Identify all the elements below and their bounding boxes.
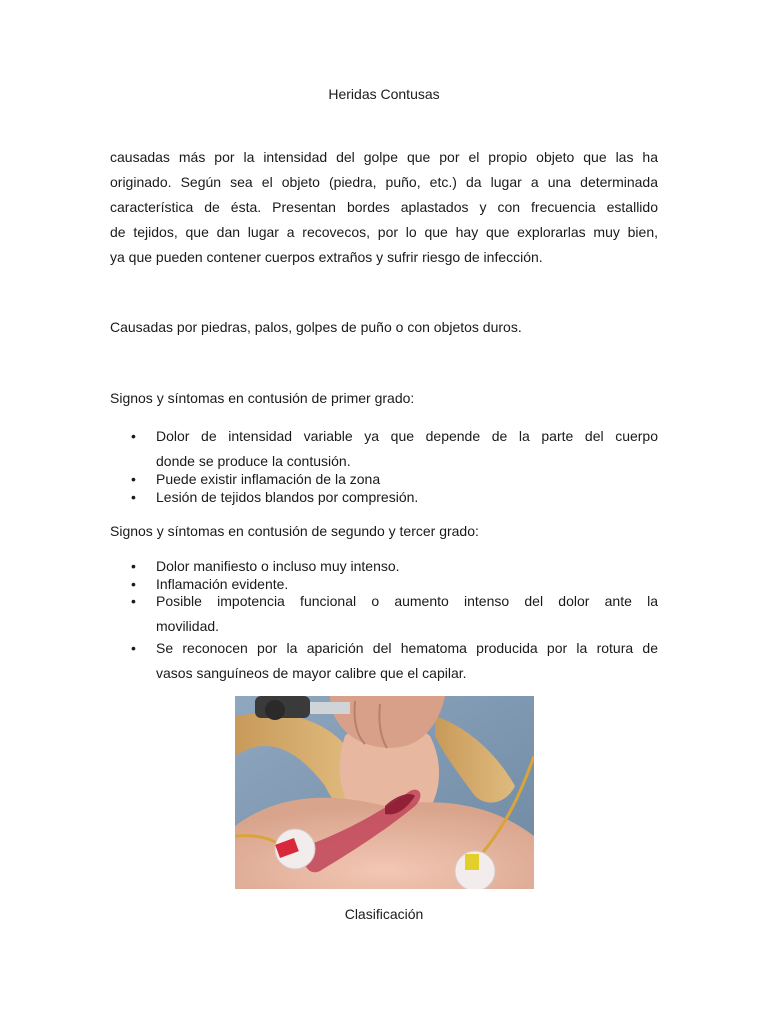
list-item-line: Se reconocen por la aparición del hematoma producida por la rotura de bbox=[156, 640, 658, 656]
bullet-icon: • bbox=[131, 593, 136, 609]
list-item bbox=[110, 589, 658, 639]
bullet-icon: • bbox=[131, 471, 136, 487]
bullet-icon: • bbox=[131, 558, 136, 574]
list-item-line: vasos sanguíneos de mayor calibre que el capilar. bbox=[156, 665, 467, 681]
bullet-icon: • bbox=[131, 428, 136, 444]
first-degree-list bbox=[110, 424, 658, 506]
intro-paragraph bbox=[110, 145, 658, 270]
list-item-line: Posible impotencia funcional o aumento intenso del dolor ante la bbox=[156, 593, 658, 609]
list-item-line: Dolor manifiesto o incluso muy intenso. bbox=[156, 558, 400, 574]
first-degree-heading: Signos y síntomas en contusión de primer grado: bbox=[110, 390, 415, 406]
contusion-photo bbox=[235, 696, 534, 889]
intro-line: característica de ésta. Presentan bordes aplastados y con frecuencia estallido bbox=[110, 199, 658, 215]
list-item-line: Inflamación evidente. bbox=[156, 576, 289, 592]
bullet-icon: • bbox=[131, 640, 136, 656]
intro-line: causadas más por la intensidad del golpe que por el propio objeto que las ha bbox=[110, 149, 658, 165]
bullet-icon: • bbox=[131, 489, 136, 505]
list-item bbox=[110, 557, 658, 575]
list-item bbox=[110, 636, 658, 686]
list-item bbox=[110, 470, 658, 488]
list-item-line: Dolor de intensidad variable ya que depende de la parte del cuerpo bbox=[156, 428, 658, 444]
causes-paragraph: Causadas por piedras, palos, golpes de puño o con objetos duros. bbox=[110, 319, 522, 335]
intro-line: de tejidos, que dan lugar a recovecos, por lo que hay que explorarlas muy bien, bbox=[110, 224, 658, 240]
list-item-line: Puede existir inflamación de la zona bbox=[156, 471, 381, 487]
intro-line: ya que pueden contener cuerpos extraños y sufrir riesgo de infección. bbox=[110, 249, 543, 265]
list-item-line: movilidad. bbox=[156, 618, 220, 634]
second-degree-heading: Signos y síntomas en contusión de segundo y tercer grado: bbox=[110, 523, 479, 539]
list-item bbox=[110, 488, 658, 506]
intro-line: originado. Según sea el objeto (piedra, puño, etc.) da lugar a una determinada bbox=[110, 174, 658, 190]
list-item-line: Lesión de tejidos blandos por compresión. bbox=[156, 489, 419, 505]
photo-caption: Clasificación bbox=[344, 906, 424, 922]
page-title: Heridas Contusas bbox=[328, 86, 440, 102]
list-item-line: donde se produce la contusión. bbox=[156, 453, 351, 469]
second-degree-list bbox=[110, 557, 658, 686]
list-item bbox=[110, 424, 658, 474]
bullet-icon: • bbox=[131, 576, 136, 592]
